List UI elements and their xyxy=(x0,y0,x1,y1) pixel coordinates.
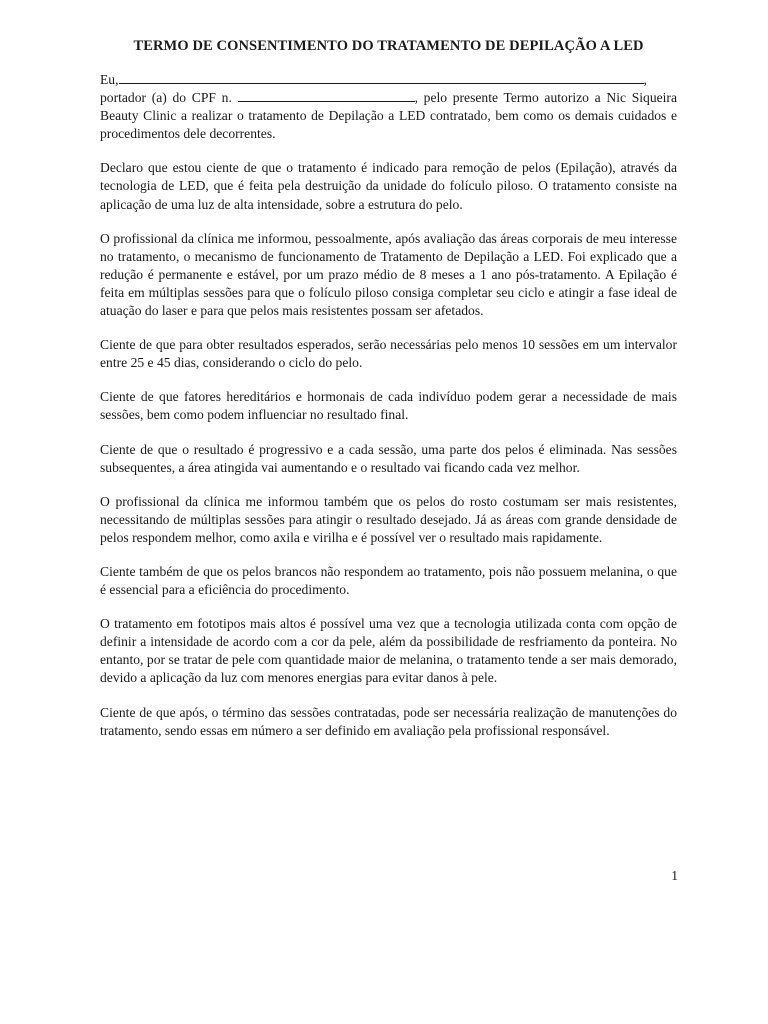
intro-after-name: , xyxy=(643,72,647,87)
page-number: 1 xyxy=(671,868,678,883)
name-blank-line xyxy=(119,71,644,84)
paragraph-9: Ciente de que após, o término das sessões contratadas, pode ser necessária realização de manutenções do tratamento, sendo essas em número a ser definido em avaliação pela profissional responsável. xyxy=(100,704,677,738)
paragraph-6: O profissional da clínica me informou também que os pelos do rosto costumam ser mais resistentes, necessitando de múltiplas sessões para atingir o resultado desejado. Já as áreas com grande densidade de pelos respondem melhor, como axila e virilha e é possível ver o resultado mais rapidamente. xyxy=(100,493,677,545)
paragraph-4: Ciente de que fatores hereditários e hormonais de cada indivíduo podem gerar a necessidade de mais sessões, bem como podem influenciar no resultado final. xyxy=(100,389,677,423)
paragraph-8: O tratamento em fototipos mais altos é possível uma vez que a tecnologia utilizada conta com opção de definir a intensidade de acordo com a cor da pele, além da possibilidade de resfriamento da ponteira. No entanto, por se tratar de pele com quantidade maior de melanina, o tratamento tende a ser mais demorado, devido a aplicação da luz com menores energias para evitar danos à pele. xyxy=(100,616,677,686)
paragraph-1: Declaro que estou ciente de que o tratamento é indicado para remoção de pelos (Epilação), através da tecnologia de LED, que é feita pela destruição da unidade do folículo piloso. O tratamento consiste na aplicação de uma luz de alta intensidade, sobre a estrutura do pelo. xyxy=(100,160,677,212)
paragraph-2: O profissional da clínica me informou, pessoalmente, após avaliação das áreas corporais de meu interesse no tratamento, o mecanismo de funcionamento de Tratamento de Depilação a LED. Foi explicado que a redução é permanente e estável, por um prazo médio de 8 meses a 1 ano pós-tratamento. A Epilação é feita em múltiplas sessões para que o folículo piloso consiga completar seu ciclo e atingir a fase ideal de atuação do laser e para que pelos mais resistentes possam ser afetados. xyxy=(100,230,677,319)
paragraph-3: Ciente de que para obter resultados esperados, serão necessárias pelo menos 10 sessões em um intervalor entre 25 e 45 dias, considerando o ciclo do pelo. xyxy=(100,337,677,371)
intro-consent-text: , pelo presente Termo autorizo a Nic Siqueira Beauty Clinic a realizar o tratamento de Depilação a LED contratado, bem como os demais cuidados e procedimentos dele decorrentes. xyxy=(100,90,677,142)
document-body xyxy=(100,71,677,756)
paragraph-5: Ciente de que o resultado é progressivo e a cada sessão, uma parte dos pelos é eliminada. Nas sessões subsequentes, a área atingida vai aumentando e o resultado vai ficando cada vez melhor. xyxy=(100,441,677,475)
cpf-blank-line xyxy=(238,89,415,102)
intro-paragraph xyxy=(100,71,677,143)
paragraph-7: Ciente também de que os pelos brancos não respondem ao tratamento, pois não possuem melanina, o que é essencial para a eficiência do procedimento. xyxy=(100,563,677,598)
intro-prefix: Eu, xyxy=(100,72,119,87)
cpf-label: portador (a) do CPF n. xyxy=(100,90,232,106)
document-title: TERMO DE CONSENTIMENTO DO TRATAMENTO DE DEPILAÇÃO A LED xyxy=(133,38,644,54)
